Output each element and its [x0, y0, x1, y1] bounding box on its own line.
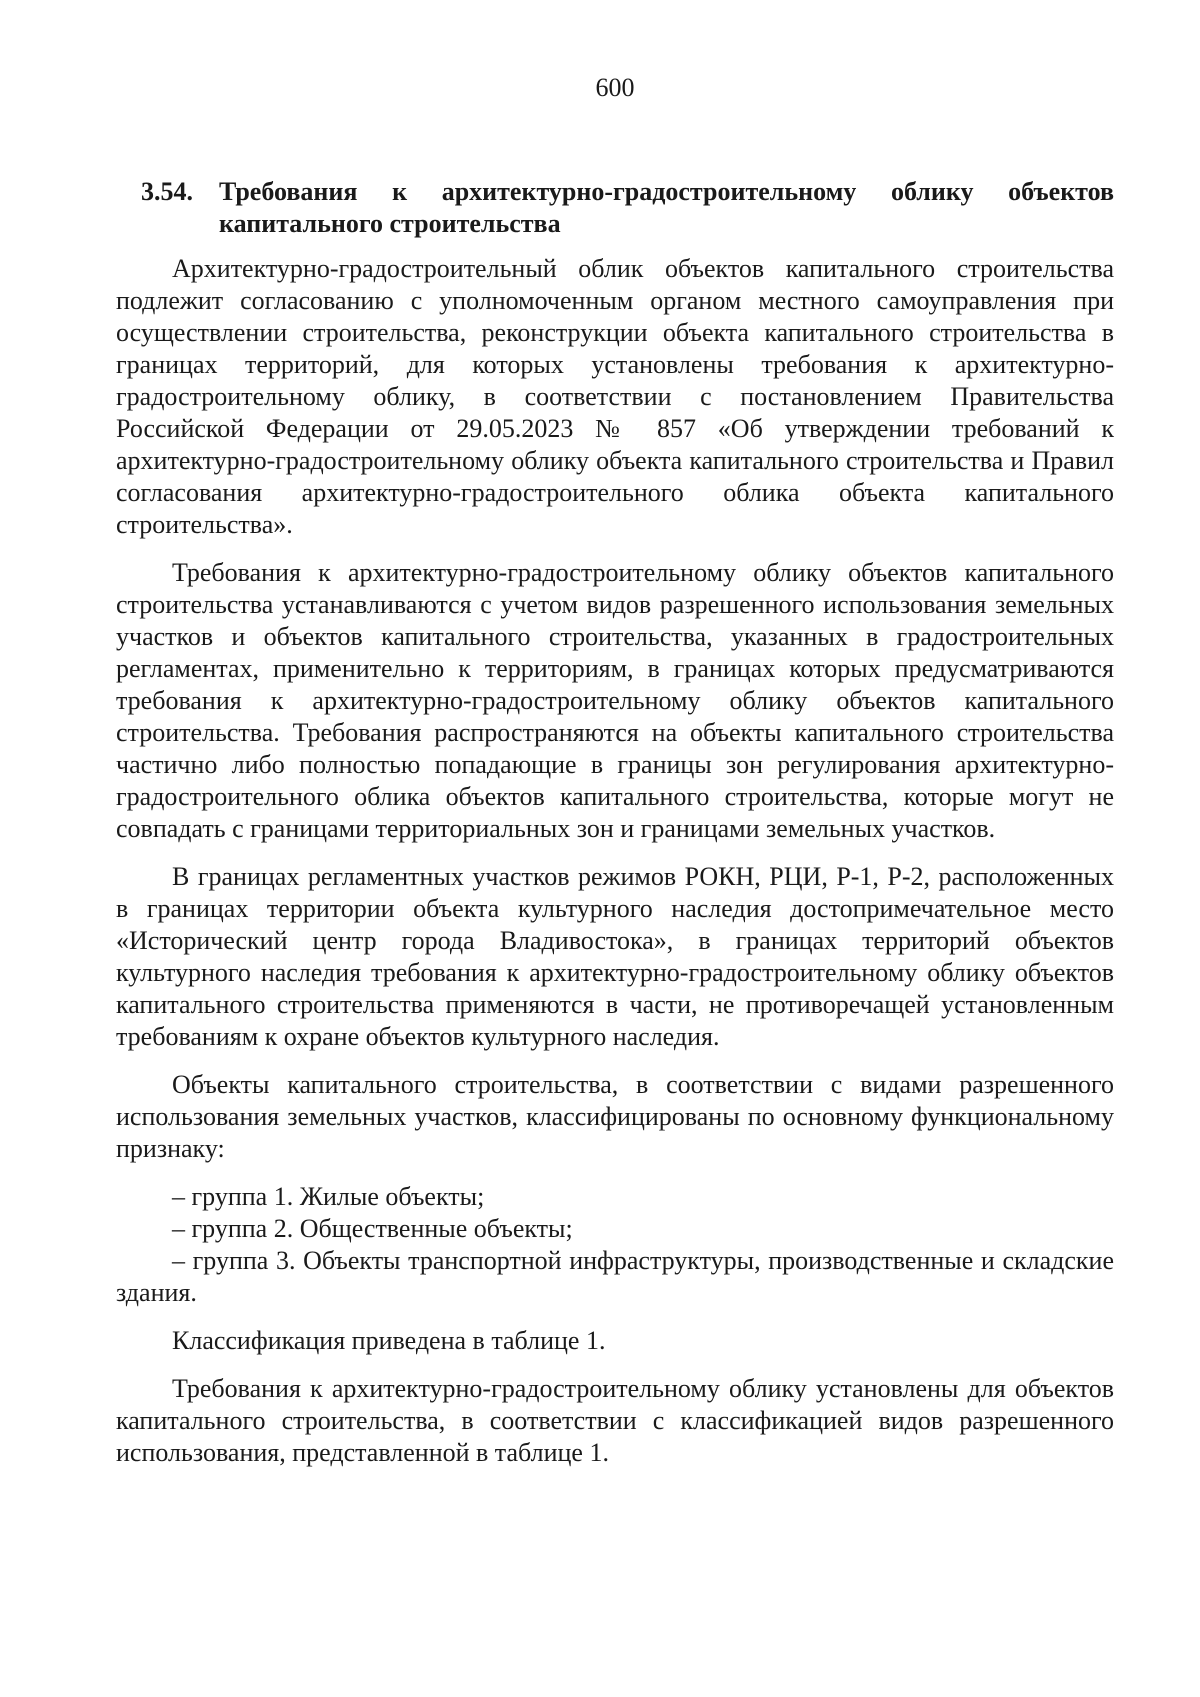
paragraph-heritage-zones: В границах регламентных участков режимов РОКН, РЦИ, Р-1, Р-2, расположенных в границах территории объекта культурного наследия достопримечательное место «Исторический центр города Владивостока», в границах территорий объектов культурного наследия требования к архитектурно-градостроительному облику объектов капитального строительства применяются в части, не противоречащей установленным требованиям к охране объектов культурного наследия. — [116, 862, 1114, 1051]
paragraph-approval: Архитектурно-градостроительный облик объектов капитального строительства подлежит согласованию с уполномоченным органом местного самоуправления при осуществлении строительства, реконструкции объекта капитального строительства в границах территорий, для которых установлены требования к архитектурно-градостроительному облику, в соответствии с постановлением Правительства Российской Федерации от 29.05.2023 № 857 «Об утверждении требований к архитектурно-градостроительному облику объекта капитального строительства и Правил согласования архитектурно-градостроительного облика объекта капитального строительства». — [116, 254, 1114, 539]
paragraph-table-reference: Классификация приведена в таблице 1. — [172, 1326, 606, 1355]
paragraph-requirements-scope: Требования к архитектурно-градостроительному облику объектов капитального строительства устанавливаются с учетом видов разрешенного использования земельных участков и объектов капитального строительства, указанных в градостроительных регламентах, применительно к территориям, в границах которых предусматриваются требования к архитектурно-градостроительному облику объектов капитального строительства. Требования распространяются на объекты капитального строительства частично либо полностью попадающие в границы зон регулирования архитектурно-градостроительного облика объектов капитального строительства, которые могут не совпадать с границами территориальных зон и границами земельных участков. — [116, 558, 1114, 843]
section-heading — [141, 176, 1114, 240]
list-item-group-1: – группа 1. Жилые объекты; — [172, 1182, 485, 1211]
section-number: 3.54. — [141, 177, 193, 206]
document-page — [116, 0, 1114, 1697]
list-item-group-3: – группа 3. Объекты транспортной инфраструктуры, производственные и складские здания. — [116, 1246, 1114, 1307]
page-number: 600 — [595, 73, 635, 102]
paragraph-requirements-established: Требования к архитектурно-градостроительному облику установлены для объектов капитального строительства, в соответствии с классификацией видов разрешенного использования, представленной в таблице 1. — [116, 1374, 1114, 1467]
section-title: Требования к архитектурно-градостроительному облику объектов капитального строительства — [219, 177, 1114, 238]
list-item-group-2: – группа 2. Общественные объекты; — [172, 1214, 573, 1243]
document-body — [116, 253, 1114, 1485]
paragraph-classification-intro: Объекты капитального строительства, в соответствии с видами разрешенного использования земельных участков, классифицированы по основному функциональному признаку: — [116, 1070, 1114, 1163]
